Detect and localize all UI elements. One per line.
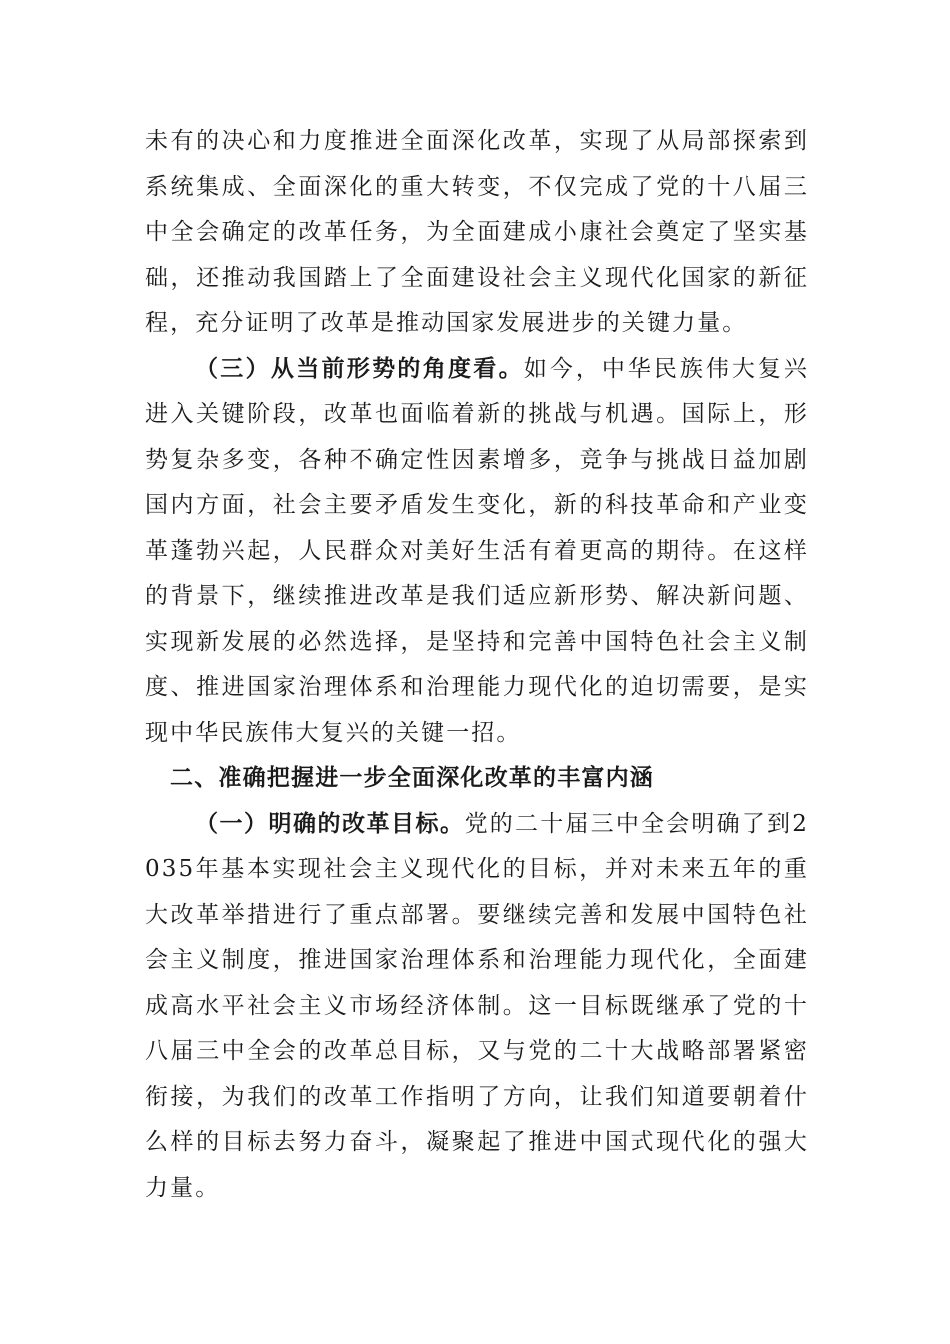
document-body [145, 119, 809, 1211]
continuation-paragraph: 未有的决心和力度推进全面深化改革，实现了从局部探索到系统集成、全面深化的重大转变，不仅完成了党的十八届三中全会确定的改革任务，为全面建成小康社会奠定了坚实基础，还推动我国踏上了全面建设社会主义现代化国家的新征程，充分证明了改革是推动国家发展进步的关键力量。 [145, 128, 809, 336]
paragraph-text-current-situation: 如今，中华民族伟大复兴进入关键阶段，改革也面临着新的挑战与机遇。国际上，形势复杂多变，各种不确定性因素增多，竞争与挑战日益加剧国内方面，社会主要矛盾发生变化，新的科技革命和产业变革蓬勃兴起，人民群众对美好生活有着更高的期待。在这样的背景下，继续推进改革是我们适应新形势、解决新问题、实现新发展的必然选择，是坚持和完善中国特色社会主义制度、推进国家治理体系和治理能力现代化的迫切需要，是实现中华民族伟大复兴的关键一招。 [145, 355, 810, 746]
paragraph-lead-current-situation: （三）从当前形势的角度看。 [195, 355, 524, 382]
paragraph-lead-reform-goal: （一）明确的改革目标。 [195, 810, 465, 837]
paragraph-reform-goal [145, 802, 809, 1212]
paragraph-text-reform-goal: 党的二十届三中全会明确了到2035年基本实现社会主义现代化的目标，并对未来五年的重大改革举措进行了重点部署。要继续完善和发展中国特色社会主义制度，推进国家治理体系和治理能力现代化，全面建成高水平社会主义市场经济体制。这一目标既继承了党的十八届三中全会的改革总目标，又与党的二十大战略部署紧密衔接，为我们的改革工作指明了方向，让我们知道要朝着什么样的目标去努力奋斗，凝聚起了推进中国式现代化的强大力量。 [145, 810, 809, 1201]
paragraph-current-situation [145, 347, 809, 757]
section-heading: 二、准确把握进一步全面深化改革的丰富内涵 [170, 765, 654, 791]
